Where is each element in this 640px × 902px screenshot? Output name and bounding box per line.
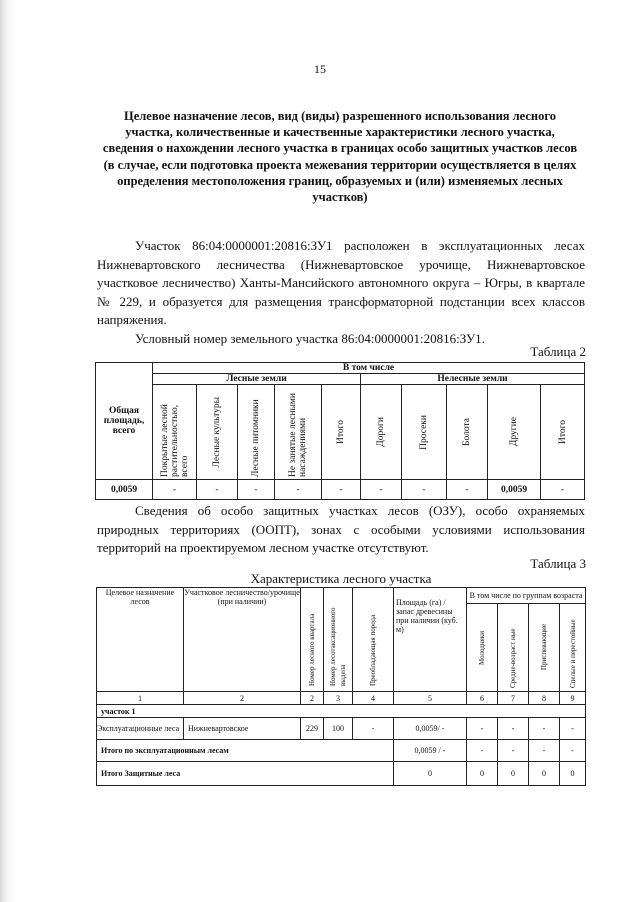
table3-title: Характеристика лесного участка: [250, 571, 432, 586]
cell-age: 0: [560, 762, 586, 786]
cell-breed: -: [353, 718, 394, 740]
cell: -: [197, 480, 238, 500]
table2-caption: Таблица 2: [530, 344, 586, 359]
total-area-header: Общая площадь, всего: [96, 363, 153, 480]
cell: -: [322, 480, 361, 500]
section-row: участок 1: [97, 705, 586, 718]
cell-age: 0: [467, 762, 498, 786]
cell-age: -: [467, 740, 498, 762]
col-header: Не занятые лесными насаждениями: [288, 393, 308, 477]
col-header: Итого: [557, 419, 568, 445]
num: 1: [97, 692, 184, 705]
h-age: Спелые и перестойные: [568, 618, 577, 688]
h-purpose: Целевое назначение лесов: [97, 588, 184, 692]
forest-lands-header: Лесные земли: [153, 374, 361, 385]
cell-age: -: [498, 740, 529, 762]
cell: -: [541, 480, 585, 500]
num: 2: [184, 692, 301, 705]
paragraph-ozu: Сведения об особо защитных участках лесов (ОЗУ), особо охраняемых природных территориях (ООПТ), зонах с особыми условиями использования территорий на проектируемом лесном участке отсутствуют.: [97, 503, 585, 555]
col-header: Итого: [336, 419, 346, 445]
num: 4: [353, 692, 394, 705]
num: 6: [467, 692, 498, 705]
paragraph-location: Участок 86:04:0000001:20816:ЗУ1 расположен в эксплуатационных лесах Нижневартовского лесничества (Нижневартовское урочище, Нижневартовское участковое лесничество) Ханты-Мансийского автономного округа – Югры, в квартале № 229, и образуется для размещения трансформаторной подстанции всех классов напряжения.: [97, 238, 585, 327]
h-area: Площадь (га) / запас древесины при наличии (куб. м): [394, 588, 467, 692]
h-age: Молодняки: [478, 630, 486, 665]
cell-purpose: Эксплуатационные леса: [97, 718, 184, 740]
incl-header: В том числе: [153, 363, 585, 374]
cell-age: -: [529, 740, 560, 762]
cell-vydel: 100: [324, 718, 353, 740]
h-age: Средне-возраст ные: [509, 627, 517, 688]
num: 5: [394, 692, 467, 705]
cell: -: [361, 480, 402, 500]
cell-age: 0: [529, 762, 560, 786]
cell-forestry: Нижневартовское: [184, 718, 301, 740]
cell: 0,0059: [96, 480, 153, 500]
num: 8: [529, 692, 560, 705]
h-forestry: Участковое лесничество/урочище (при наличии): [184, 588, 301, 692]
paragraph-cadastral: Условный номер земельного участка 86:04:0000001:20816:ЗУ1.: [135, 331, 485, 346]
h-age-groups: В том числе по группам возраста: [467, 588, 586, 604]
h-kv: Номер лесного квартала: [308, 613, 316, 686]
cell: -: [275, 480, 322, 500]
num: 3: [324, 692, 353, 705]
cell-age: 0: [498, 762, 529, 786]
land-category-table: [95, 362, 585, 500]
cell: -: [153, 480, 197, 500]
scan-edge: [0, 0, 18, 902]
total-prot-area: 0: [394, 762, 467, 786]
cell: -: [447, 480, 488, 500]
cell: -: [402, 480, 447, 500]
col-header: Болота: [462, 418, 472, 446]
col-header: Просеки: [419, 414, 429, 450]
num: 2: [301, 692, 324, 705]
num: 9: [560, 692, 586, 705]
total-expl-label: Итого по эксплуатационным лесам: [97, 740, 394, 762]
col-header: Другие: [509, 417, 519, 447]
col-header: Покрытые лесной растительностью, всего: [159, 404, 190, 477]
num: 7: [498, 692, 529, 705]
total-prot-label: Итого Защитные леса: [97, 762, 394, 786]
col-header: Дороги: [376, 417, 386, 447]
cell-age: -: [529, 718, 560, 740]
cell-age: -: [467, 718, 498, 740]
cell-age: -: [560, 718, 586, 740]
cell-age: -: [498, 718, 529, 740]
cell-age: -: [560, 740, 586, 762]
cell-area: 0,0059/ -: [394, 718, 467, 740]
page-number: 15: [314, 62, 326, 76]
cell: -: [238, 480, 275, 500]
col-header: Лесные культуры: [212, 396, 222, 468]
nonforest-lands-header: Нелесные земли: [361, 374, 585, 385]
total-expl-area: 0,0059 / -: [394, 740, 467, 762]
cell-kv: 229: [301, 718, 324, 740]
h-vydel: Номер лесотаксационного выдела: [329, 607, 347, 686]
cell: 0,0059: [488, 480, 541, 500]
table3-caption: Таблица 3: [530, 556, 586, 571]
col-header: Лесные питомники: [251, 399, 261, 477]
section-title: Целевое назначение лесов, вид (виды) разрешенного использования лесного участка, количественные и качественные характеристики лесного участка, сведения о нахождении лесного участка в границах особо защитных участков лесов (в случае, если подготовка проекта межевания территории осуществляется в целях определения местоположения границ, образуемых и (или) изменяемых лесных участков): [102, 109, 578, 205]
forest-plot-table: [96, 587, 586, 786]
h-age: Приспевающие: [540, 624, 548, 671]
h-breed: Преобладающая порода: [369, 614, 377, 686]
